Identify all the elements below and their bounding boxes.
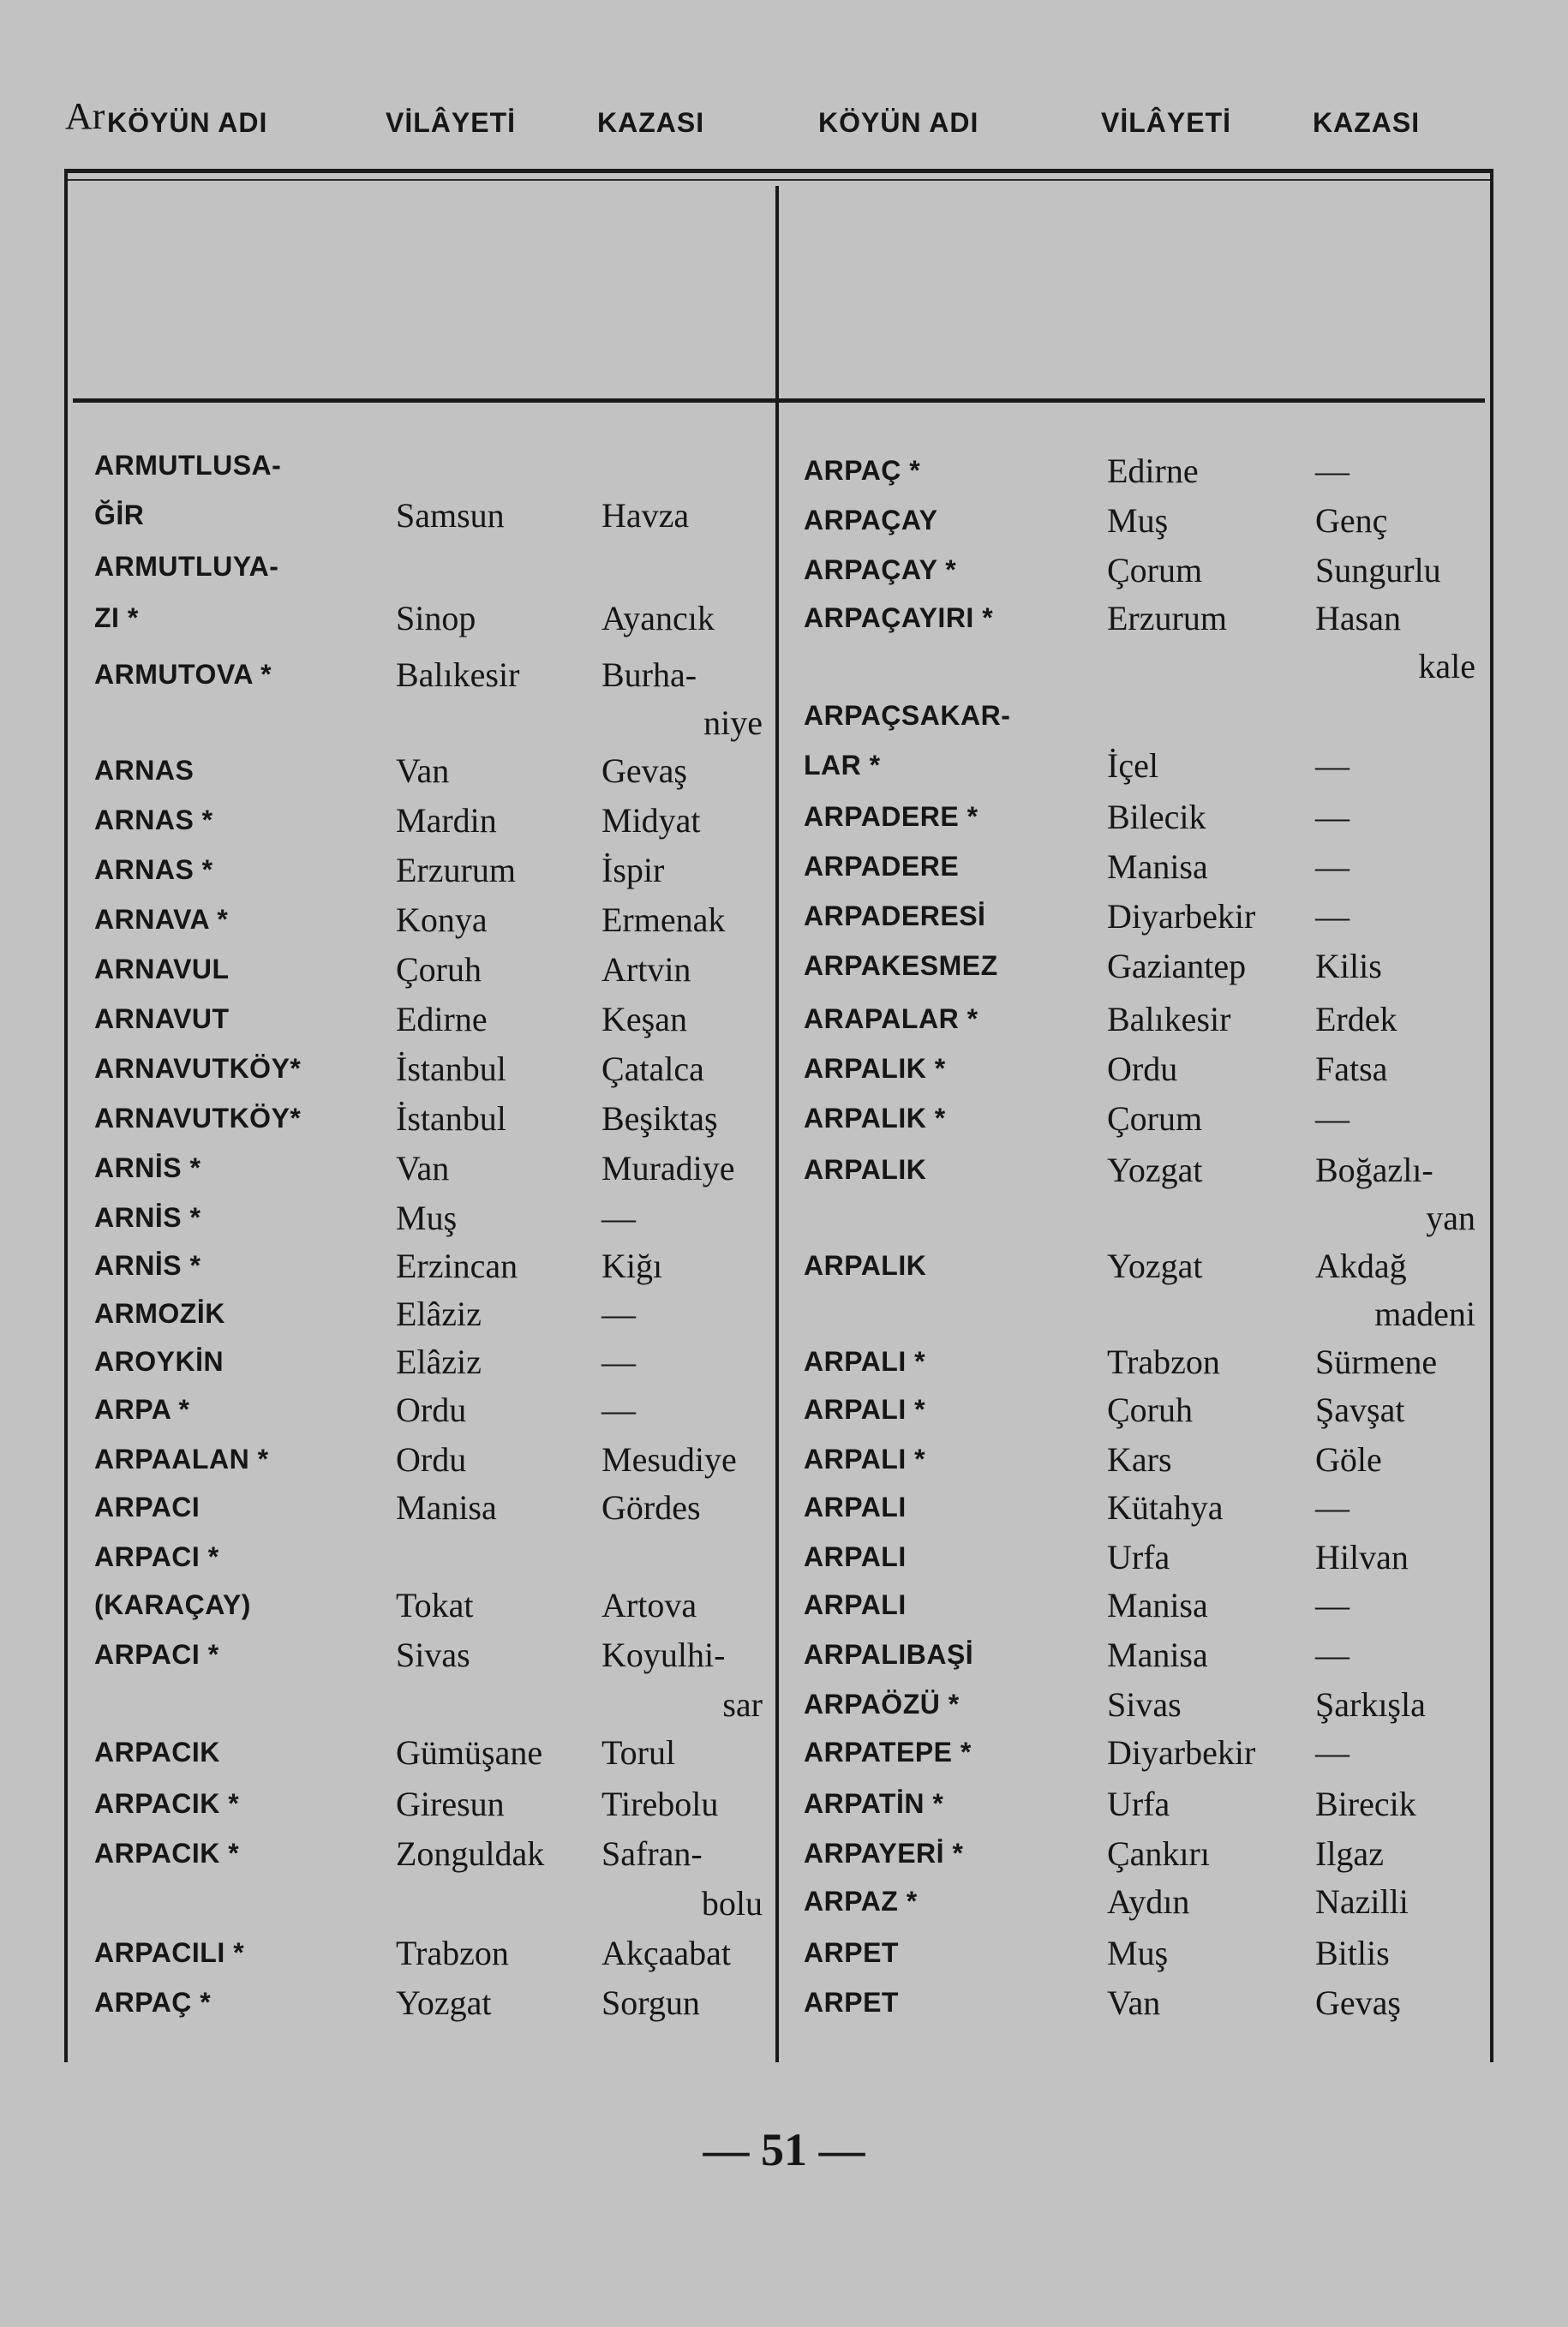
village-name-cell: AROYKİN <box>94 1346 224 1377</box>
district-cell: Gördes <box>601 1488 701 1527</box>
right-entry <box>0 1045 1568 1092</box>
district-cell: Midyat <box>601 801 701 840</box>
district-cell: Sungurlu <box>1315 551 1441 589</box>
district-cell: Beşiktaş <box>601 1099 718 1138</box>
header-province-left: VİLÂYETİ <box>386 107 517 138</box>
village-name-cell: ARNAVUTKÖY* <box>94 1103 302 1134</box>
village-name-cell: ARPALIK <box>804 1154 927 1185</box>
province-cell: Van <box>396 1149 450 1187</box>
district-cell: — <box>601 1199 636 1237</box>
district-cell: Akçaabat <box>601 1934 732 1972</box>
district-cell: İspir <box>601 851 665 889</box>
left-entry <box>0 1194 1568 1241</box>
village-name-cell: ARPA * <box>94 1394 190 1425</box>
left-entry <box>0 651 1568 698</box>
right-entry <box>0 1729 1568 1776</box>
left-continuation-niye: niye <box>703 703 763 742</box>
header-bottom-rule <box>73 398 1485 403</box>
village-name-cell: ARPALI * <box>804 1346 926 1377</box>
district-cell: Hasan <box>1315 599 1401 637</box>
district-cell: Nazilli <box>1315 1882 1409 1921</box>
district-cell: Torul <box>601 1733 676 1772</box>
village-name-cell: ARPATEPE * <box>804 1737 972 1768</box>
district-cell: — <box>601 1391 636 1429</box>
village-name-cell: ARPACIK * <box>94 1838 240 1869</box>
district-cell: Kiğı <box>601 1247 663 1285</box>
right-entry <box>0 793 1568 840</box>
village-name-cell: ARMUTLUYA- <box>94 551 279 582</box>
village-name-cell: ARPAÇAYIRI * <box>804 602 994 633</box>
province-cell: Elâziz <box>396 1343 482 1381</box>
district-cell: — <box>1315 1636 1350 1674</box>
village-name-cell: ARNAS <box>94 755 195 786</box>
village-name-cell: ARPALIK * <box>804 1053 946 1084</box>
province-cell: Yozgat <box>1107 1151 1203 1189</box>
right-entry <box>0 1534 1568 1581</box>
village-name-cell: ARAPALAR * <box>804 1003 979 1034</box>
village-name-cell: ARPAÇAY * <box>804 554 957 585</box>
village-name-cell: ARPADERE * <box>804 801 979 832</box>
province-cell: Elâziz <box>396 1295 482 1333</box>
village-name-cell: ARNAS * <box>94 805 213 835</box>
province-cell: Muş <box>1107 501 1169 540</box>
district-cell: — <box>1315 1733 1350 1772</box>
right-continuation-madeni: madeni <box>1374 1295 1475 1333</box>
district-cell: Sürmene <box>1315 1343 1438 1381</box>
village-name-cell: ARPALI * <box>804 1394 926 1425</box>
district-cell: Ayancık <box>601 599 715 637</box>
right-entry <box>0 447 1568 494</box>
right-entry <box>0 1878 1568 1925</box>
province-cell: Bilecik <box>1107 798 1206 836</box>
village-name-cell: ARPALIK * <box>804 1103 946 1134</box>
village-name-cell: ARPALIK <box>804 1250 927 1281</box>
district-cell: Gevaş <box>601 751 687 790</box>
district-cell: Artvin <box>601 950 691 989</box>
village-name-cell: ARNAVUL <box>94 954 230 984</box>
right-entry <box>0 692 1568 739</box>
village-name-cell: ARMOZİK <box>94 1298 225 1329</box>
province-cell: Kars <box>1107 1440 1172 1479</box>
header-district-left: KAZASI <box>597 107 705 138</box>
district-cell: Artova <box>601 1586 697 1624</box>
district-cell: Koyulhi- <box>601 1636 726 1674</box>
province-cell: Ordu <box>396 1440 467 1479</box>
province-cell: Çoruh <box>1107 1391 1193 1429</box>
table-top-rule-inner <box>64 179 1493 181</box>
province-cell: İçel <box>1107 746 1158 785</box>
right-entry <box>0 1436 1568 1483</box>
village-name-cell: ARPACILI * <box>94 1937 245 1968</box>
village-name-cell: ARPAZ * <box>804 1886 918 1917</box>
district-cell: Çatalca <box>601 1050 704 1088</box>
district-cell: Mesudiye <box>601 1440 737 1479</box>
village-name-cell: ARPAÖZÜ * <box>804 1689 960 1720</box>
village-name-cell: ARPAÇ * <box>94 1987 212 2018</box>
right-entry <box>0 1484 1568 1531</box>
right-entry <box>0 1780 1568 1828</box>
province-cell: Muş <box>396 1199 458 1237</box>
village-name-cell: ARPALI <box>804 1492 907 1522</box>
province-cell: Gümüşane <box>396 1733 543 1772</box>
header-village-name-right: KÖYÜN ADI <box>818 107 979 138</box>
province-cell: Mardin <box>396 801 497 840</box>
province-cell: Erzurum <box>1107 599 1227 637</box>
header-province-right: VİLÂYETİ <box>1101 107 1232 138</box>
district-cell: Şarkışla <box>1315 1685 1426 1724</box>
province-cell: Ordu <box>1107 1050 1178 1088</box>
province-cell: Aydın <box>1107 1882 1190 1921</box>
right-continuation-yan: yan <box>1426 1199 1475 1237</box>
district-cell: Göle <box>1315 1440 1382 1479</box>
left-continuation-sar: sar <box>722 1685 763 1724</box>
village-name-cell: ARPAÇ * <box>804 455 921 486</box>
district-cell: Akdağ <box>1315 1247 1407 1285</box>
district-cell: Birecik <box>1315 1785 1416 1823</box>
province-cell: Manisa <box>1107 847 1208 886</box>
village-name-cell: LAR * <box>804 750 881 781</box>
village-name-cell: ARPAYERİ * <box>804 1838 964 1869</box>
right-entry <box>0 595 1568 642</box>
province-cell: Manisa <box>1107 1586 1208 1624</box>
running-head: Ar <box>65 95 105 137</box>
page-number: — 51 — <box>703 2124 865 2175</box>
right-entry <box>0 1681 1568 1728</box>
village-name-cell: ARPACI * <box>94 1541 219 1572</box>
table-top-rule <box>64 169 1493 173</box>
province-cell: Van <box>396 751 450 790</box>
district-cell: Kilis <box>1315 947 1382 985</box>
district-cell: — <box>601 1295 636 1333</box>
village-name-cell: ARMUTLUSA- <box>94 450 282 481</box>
village-name-cell: ARPACIK * <box>94 1788 240 1819</box>
right-entry <box>0 1582 1568 1629</box>
district-cell: Ilgaz <box>1315 1834 1384 1873</box>
village-name-cell: ARPALI <box>804 1589 907 1620</box>
village-name-cell: ARNAVA * <box>94 904 229 935</box>
right-entry <box>0 1338 1568 1385</box>
village-name-cell: ARMUTOVA * <box>94 659 272 690</box>
left-continuation-bolu: bolu <box>701 1884 763 1923</box>
district-cell: Genç <box>1315 501 1388 540</box>
village-name-cell: ARPAÇSAKAR- <box>804 700 1011 731</box>
province-cell: Muş <box>1107 1934 1169 1972</box>
right-entry <box>0 497 1568 544</box>
province-cell: İstanbul <box>396 1050 506 1088</box>
village-name-cell: ARNAVUT <box>94 1003 230 1034</box>
province-cell: Balıkesir <box>1107 1000 1231 1038</box>
right-entry <box>0 996 1568 1043</box>
province-cell: Diyarbekir <box>1107 897 1256 936</box>
right-entry <box>0 1386 1568 1433</box>
village-name-cell: ARPALIBAŞİ <box>804 1639 974 1670</box>
province-cell: Edirne <box>396 1000 488 1038</box>
district-cell: Safran- <box>601 1834 703 1873</box>
district-cell: Havza <box>601 496 690 535</box>
right-entry <box>0 1979 1568 2026</box>
province-cell: Kütahya <box>1107 1488 1224 1527</box>
district-cell: Tirebolu <box>601 1785 719 1823</box>
village-name-cell: ARNAVUTKÖY* <box>94 1053 302 1084</box>
right-entry <box>0 1830 1568 1877</box>
right-entry <box>0 1929 1568 1977</box>
right-entry <box>0 893 1568 940</box>
district-cell: Gevaş <box>1315 1983 1401 2022</box>
district-cell: Keşan <box>601 1000 687 1038</box>
district-cell: Fatsa <box>1315 1050 1388 1088</box>
district-cell: Boğazlı- <box>1315 1151 1433 1189</box>
village-name-cell: ARPALI * <box>804 1444 926 1475</box>
right-entry <box>0 1631 1568 1678</box>
district-cell: Burha- <box>601 655 697 694</box>
province-cell: Konya <box>396 900 488 939</box>
village-name-cell: ZI * <box>94 602 139 633</box>
province-cell: Tokat <box>396 1586 474 1624</box>
right-continuation-kale: kale <box>1418 647 1475 685</box>
right-entry <box>0 843 1568 890</box>
district-cell: Bitlis <box>1315 1934 1390 1972</box>
village-name-cell: ARPAKESMEZ <box>804 950 998 981</box>
right-entry <box>0 742 1568 789</box>
district-cell: — <box>1315 847 1350 886</box>
province-cell: Edirne <box>1107 452 1199 490</box>
district-cell: Sorgun <box>601 1983 700 2022</box>
province-cell: Manisa <box>1107 1636 1208 1674</box>
province-cell: Çorum <box>1107 1099 1203 1138</box>
province-cell: Çankırı <box>1107 1834 1210 1873</box>
province-cell: Gaziantep <box>1107 947 1247 985</box>
province-cell: Erzurum <box>396 851 516 889</box>
province-cell: Samsun <box>396 496 505 535</box>
province-cell: Giresun <box>396 1785 505 1823</box>
village-name-cell: ARNİS * <box>94 1202 201 1233</box>
province-cell: Urfa <box>1107 1538 1170 1576</box>
province-cell: İstanbul <box>396 1099 506 1138</box>
district-cell: Şavşat <box>1315 1391 1405 1429</box>
village-name-cell: ARPET <box>804 1937 899 1968</box>
village-name-cell: ARPET <box>804 1987 899 2018</box>
province-cell: Manisa <box>396 1488 497 1527</box>
village-name-cell: (KARAÇAY) <box>94 1589 251 1620</box>
province-cell: Yozgat <box>1107 1247 1203 1285</box>
village-name-cell: ARNAS * <box>94 854 213 885</box>
district-cell: Erdek <box>1315 1000 1397 1038</box>
village-name-cell: ARPADERESİ <box>804 900 986 931</box>
province-cell: Çoruh <box>396 950 482 989</box>
left-entry <box>0 1290 1568 1337</box>
village-name-cell: ARPAALAN * <box>94 1444 269 1475</box>
province-cell: Diyarbekir <box>1107 1733 1256 1772</box>
province-cell: Urfa <box>1107 1785 1170 1823</box>
village-name-cell: ARPATİN * <box>804 1788 944 1819</box>
village-name-cell: ARNİS * <box>94 1250 201 1281</box>
province-cell: Sivas <box>396 1636 470 1674</box>
header-district-right: KAZASI <box>1313 107 1421 138</box>
province-cell: Van <box>1107 1983 1161 2022</box>
village-name-cell: ARNİS * <box>94 1152 201 1183</box>
district-cell: Ermenak <box>601 900 726 939</box>
province-cell: Sinop <box>396 599 476 637</box>
province-cell: Yozgat <box>396 1983 492 2022</box>
district-cell: — <box>1315 452 1350 490</box>
district-cell: Hilvan <box>1315 1538 1409 1576</box>
province-cell: Sivas <box>1107 1685 1182 1724</box>
right-entry <box>0 942 1568 990</box>
right-entry <box>0 547 1568 594</box>
header-village-name-left: KÖYÜN ADI <box>107 107 268 138</box>
right-entry <box>0 1242 1568 1289</box>
village-name-cell: ARPACI * <box>94 1639 219 1670</box>
village-name-cell: ARPADERE <box>804 851 960 882</box>
district-cell: Muradiye <box>601 1149 735 1187</box>
village-name-cell: ARPACI <box>94 1492 200 1522</box>
right-entry <box>0 1146 1568 1193</box>
district-cell: — <box>1315 897 1350 936</box>
province-cell: Erzincan <box>396 1247 518 1285</box>
province-cell: Zonguldak <box>396 1834 545 1873</box>
village-name-cell: ĞİR <box>94 499 145 530</box>
district-cell: — <box>1315 1586 1350 1624</box>
district-cell: — <box>1315 798 1350 836</box>
province-cell: Çorum <box>1107 551 1203 589</box>
village-name-cell: ARPACIK <box>94 1737 220 1768</box>
province-cell: Trabzon <box>1107 1343 1220 1381</box>
village-name-cell: ARPAÇAY <box>804 505 938 535</box>
province-cell: Balıkesir <box>396 655 520 694</box>
village-name-cell: ARPALI <box>804 1541 907 1572</box>
district-cell: — <box>601 1343 636 1381</box>
province-cell: Ordu <box>396 1391 467 1429</box>
district-cell: — <box>1315 1099 1350 1138</box>
district-cell: — <box>1315 1488 1350 1527</box>
right-entry <box>0 1095 1568 1142</box>
province-cell: Trabzon <box>396 1934 509 1972</box>
district-cell: — <box>1315 746 1350 785</box>
